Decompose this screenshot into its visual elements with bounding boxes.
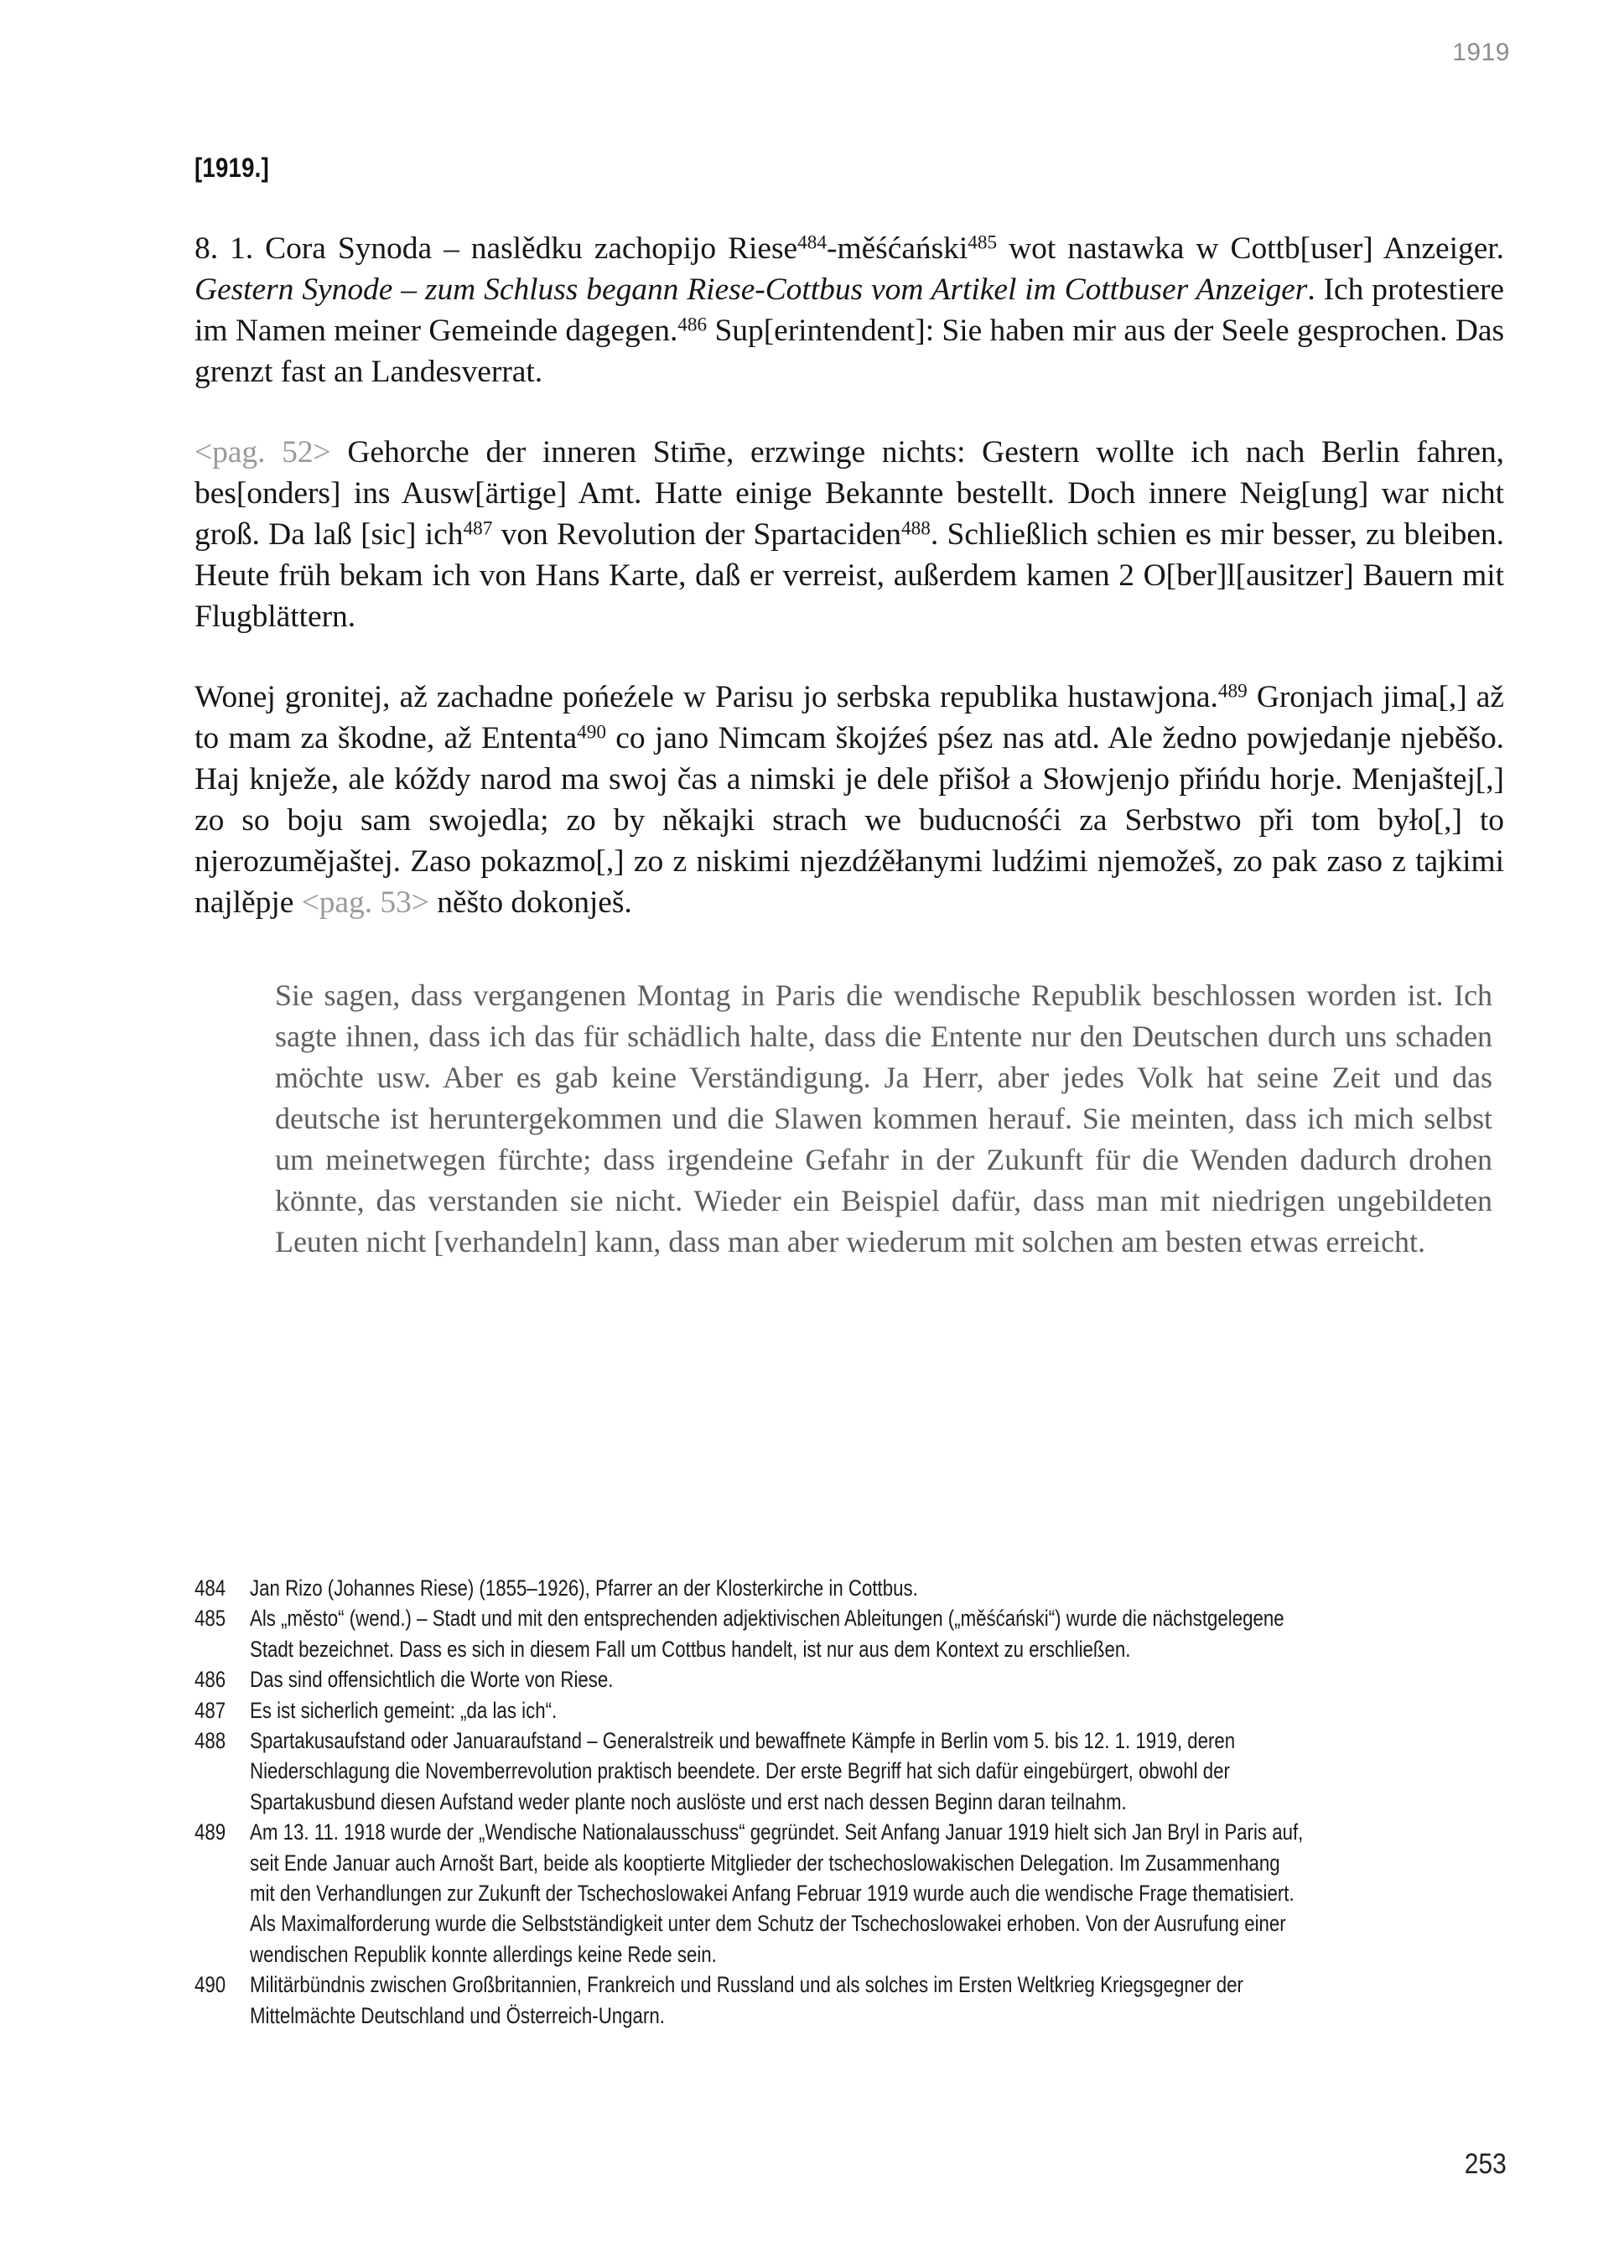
body-paragraph-3 [195, 677, 1504, 923]
footnote-item [195, 1603, 1504, 1664]
footnote-number: 486 [195, 1667, 226, 1693]
page-number: 253 [1465, 2148, 1507, 2180]
footnote-ref-485[interactable]: 485 [968, 231, 998, 254]
footnote-ref-490[interactable]: 490 [577, 721, 607, 744]
p1-part-a: 8. 1. Cora Synoda – naslědku zachopijo Riese [195, 231, 798, 266]
footnote-ref-486[interactable]: 486 [677, 314, 708, 336]
footnote-number: 484 [195, 1575, 226, 1601]
footnote-ref-488[interactable]: 488 [901, 517, 931, 540]
p1-part-b: -měśćański [827, 231, 968, 266]
footnote-text: Es ist sicherlich gemeint: „da las ich“. [250, 1697, 558, 1723]
footnote-number: 488 [195, 1728, 226, 1754]
p3-part-b: Gronjach jima[,] až to mam za škodne, až Ententa [195, 680, 1504, 755]
footnote-ref-489[interactable]: 489 [1217, 680, 1248, 703]
footnote-item [195, 1970, 1504, 2031]
p1-italic-quote: Gestern Synode – zum Schluss begann Riese-Cottbus vom Artikel im Cottbuser Anzeiger [195, 272, 1308, 307]
footnote-text: Jan Rizo (Johannes Riese) (1855–1926), Pfarrer an der Klosterkirche in Cottbus. [250, 1575, 918, 1601]
footnote-item [195, 1573, 1504, 1603]
p2-part-c: . Schließlich schien es mir besser, zu bleiben. Heute früh bekam ich von Hans Karte, daß er verreist, außerdem kamen 2 O[ber]l[ausitzer] Bauern mit Flugblättern. [195, 517, 1504, 634]
footnote-item [195, 1695, 1504, 1726]
footnote-item [195, 1817, 1504, 1970]
running-head: 1919 [1452, 39, 1510, 66]
body-paragraph-1 [195, 228, 1504, 392]
pag-marker-53: <pag. 53> [301, 885, 429, 920]
p3-part-c: co jano Nimcam škojźeś pśez nas atd. Ale žedno powjedanje njeběšo. Haj knježe, ale kóždy narod ma swoj čas a nimski je dele přišoł a Słowjenjo přińdu horje. Menjaštej[,] zo so boju sam swojedla; zo by někajki strach we buducnośći za Serbstwo při tom było[,] to njerozumějaštej. Zaso pokazmo[,] zo z niskimi njezdźěłanymi ludźimi njemožeš, zo pak zaso z tajkimi najlěpje [195, 721, 1504, 920]
p3-part-a: Wonej gronitej, až zachadne pońeźele w Parisu jo serbska republika hustawjona. [195, 680, 1218, 714]
footnote-ref-484[interactable]: 484 [797, 231, 828, 254]
footnote-text: Spartakusaufstand oder Januaraufstand – Generalstreik und bewaffnete Kämpfe in Berlin vom 5. bis 12. 1. 1919, deren Niederschlagung die Novemberrevolution praktisch beendete. Der erste Begriff hat sich dafür eingebürgert, obwohl der Spartakusbund diesen Aufstand weder plante noch auslöste und erst nach dessen Beginn daran teilnahm. [250, 1728, 1236, 1814]
footnote-number: 489 [195, 1819, 226, 1845]
footnote-number: 487 [195, 1697, 226, 1723]
footnote-item [195, 1726, 1504, 1817]
p1-part-e: Sup[erintendent]: Sie haben mir aus der Seele gesprochen. Das grenzt fast an Landesverrat. [195, 314, 1504, 389]
footnote-text: Das sind offensichtlich die Worte von Riese. [250, 1667, 614, 1693]
footnote-number: 485 [195, 1606, 226, 1632]
page-title: [1919.] [195, 153, 270, 183]
footnote-item [195, 1664, 1504, 1695]
p1-part-c: wot nastawka w Cottb[user] Anzeiger. [997, 231, 1504, 266]
footnote-text: Am 13. 11. 1918 wurde der „Wendische Nationalausschuss“ gegründet. Seit Anfang Januar 1919 hielt sich Jan Bryl in Paris auf, seit Ende Januar auch Arnošt Bart, beide als kooptierte Mitglieder der tschechoslowakischen Delegation. Im Zusammenhang mit den Verhandlungen zur Zukunft der Tschechoslowakei Anfang Februar 1919 wurde auch die wendische Frage thematisiert. Als Maximalforderung wurde die Selbstständigkeit unter dem Schutz der Tschechoslowakei erhoben. Von der Ausrufung einer wendischen Republik konnte allerdings keine Rede sein. [250, 1819, 1304, 1967]
p1-part-d: . Ich protestiere im Namen meiner Gemeinde dagegen. [195, 272, 1504, 348]
translation-blockquote: Sie sagen, dass vergangenen Montag in Paris die wendische Republik beschlossen worden ist. Ich sagte ihnen, dass ich das für schädlich halte, dass die Entente nur den Deutschen durch uns schaden möchte usw. Aber es gab keine Verständigung. Ja Herr, aber jedes Volk hat seine Zeit und das deutsche ist heruntergekommen und die Slawen kommen herauf. Sie meinten, dass ich mich selbst um meinetwegen fürchte; dass irgendeine Gefahr in der Zukunft für die Wenden dadurch drohen könnte, das verstanden sie nicht. Wieder ein Beispiel dafür, dass man mit niedrigen ungebildeten Leuten nicht [verhandeln] kann, dass man aber wiederum mit solchen am besten etwas erreicht. [275, 978, 1492, 1259]
p2-part-b: von Revolution der Spartaciden [492, 517, 902, 552]
p3-part-d: něšto dokonješ. [428, 885, 632, 920]
footnote-text: Militärbündnis zwischen Großbritannien, Frankreich und Russland und als solches im Ersten Weltkrieg Kriegsgegner der Mittelmächte Deutschland und Österreich-Ungarn. [250, 1972, 1243, 2028]
footnote-number: 490 [195, 1972, 226, 1998]
footnote-list [195, 1573, 1504, 2031]
p2-part-a: Gehorche der inneren Stim̄e, erzwinge nichts: Gestern wollte ich nach Berlin fahren, bes[onders] ins Ausw[ärtige] Amt. Hatte einige Bekannte bestellt. Doch innere Neig[ung] war nicht groß. Da laß [sic] ich [195, 435, 1505, 552]
footnote-text: Als „město“ (wend.) – Stadt und mit den entsprechenden adjektivischen Ableitungen („měśćański“) wurde die nächstgelegene Stadt bezeichnet. Dass es sich in diesem Fall um Cottbus handelt, ist nur aus dem Kontext zu erschließen. [250, 1606, 1284, 1662]
text-column [195, 0, 1504, 1263]
pag-marker-52: <pag. 52> [195, 435, 331, 470]
footnote-ref-487[interactable]: 487 [463, 517, 493, 540]
body-paragraph-2 [195, 432, 1504, 637]
